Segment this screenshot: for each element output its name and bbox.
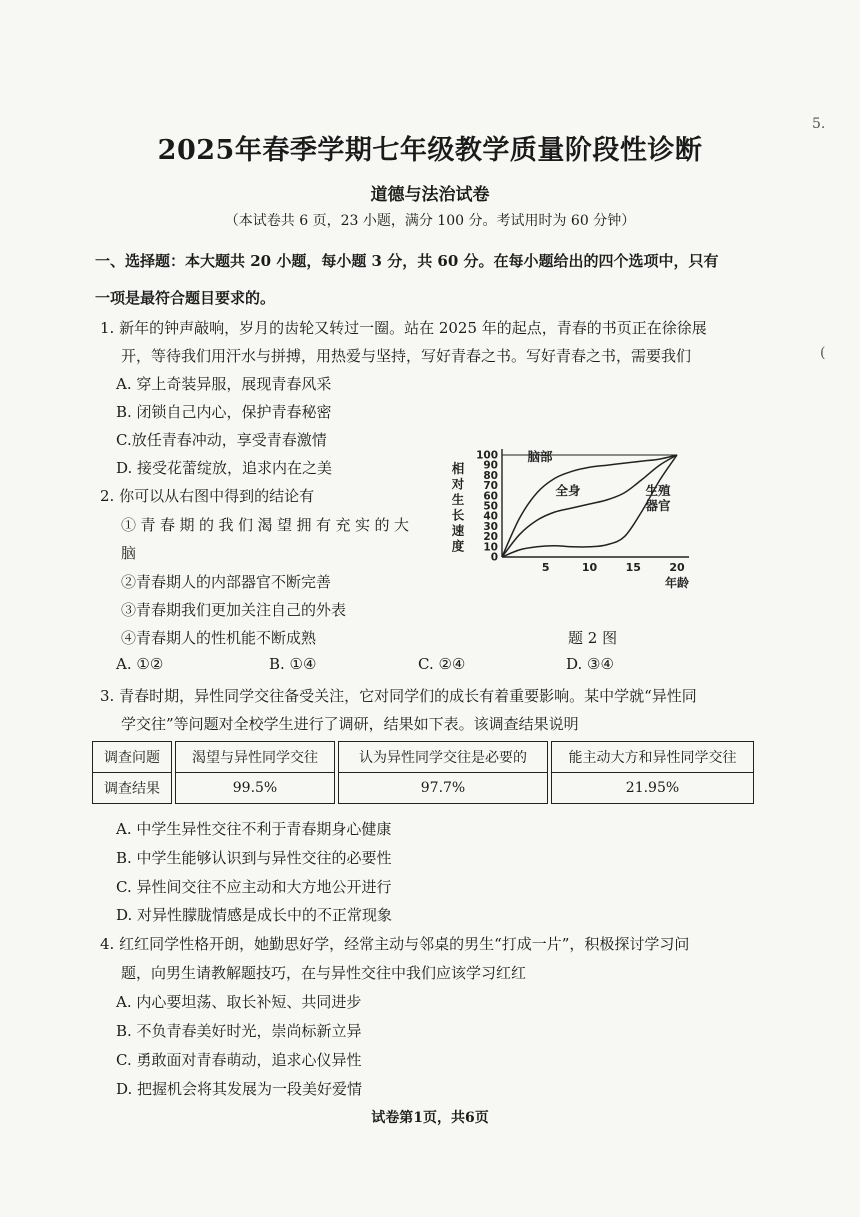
series-label: 脑部 [527, 449, 553, 464]
q2-option-a: A. ①② [116, 655, 164, 673]
q2-option-b: B. ①④ [269, 655, 317, 673]
q4-option-a: A. 内心要坦荡、取长补短、共同进步 [116, 993, 362, 1011]
growth-rate-chart [440, 445, 715, 595]
q2-option-d: D. ③④ [566, 655, 614, 673]
q2-option-c: C. ②④ [418, 655, 466, 673]
table-cell: 能主动大方和异性同学交往 [551, 741, 754, 773]
y-tick-label: 90 [483, 459, 498, 472]
series-label: 全身 [555, 483, 581, 498]
q3-option-c: C. 异性间交往不应主动和大方地公开进行 [116, 878, 392, 896]
page-footer: 试卷第1页，共6页 [371, 1110, 489, 1126]
q2-item-3: ③青春期我们更加关注自己的外表 [121, 601, 347, 619]
x-axis-label: 年龄 [664, 576, 690, 590]
y-tick-label: 10 [483, 541, 498, 554]
section-heading-line1: 一、选择题：本大题共 20 小题，每小题 3 分，共 60 分。在每小题给出的四个选项中，只有 [95, 252, 719, 270]
q2-item-2: ②青春期人的内部器官不断完善 [121, 573, 332, 591]
q3-option-b: B. 中学生能够认识到与异性交往的必要性 [116, 849, 392, 867]
exam-title: 2025年春季学期七年级教学质量阶段性诊断 [157, 135, 703, 166]
y-tick-label: 0 [490, 551, 498, 564]
table-cell: 97.7% [338, 773, 548, 804]
q3-stem-line1: 3. 青春时期，异性同学交往备受关注，它对同学们的成长有着重要影响。某中学就“异性同 [100, 687, 697, 705]
q2-stem: 2. 你可以从右图中得到的结论有 [100, 487, 315, 505]
exam-subtitle: 道德与法治试卷 [370, 185, 490, 205]
q4-stem-line1: 4. 红红同学性格开朗，她勤思好学，经常主动与邻桌的男生“打成一片”，积极探讨学习问 [100, 935, 690, 953]
table-cell: 调查问题 [92, 741, 172, 773]
y-tick-label: 30 [483, 520, 498, 533]
y-axis-label-char: 对 [451, 476, 465, 492]
y-tick-label: 50 [483, 500, 498, 513]
y-tick-label: 80 [483, 469, 498, 482]
q1-option-a: A. 穿上奇装异服，展现青春风采 [116, 375, 332, 393]
y-axis-label-char: 生 [451, 492, 465, 507]
table-cell: 21.95% [551, 773, 754, 804]
table-row [92, 773, 754, 804]
table-row [92, 741, 754, 773]
x-tick-label: 5 [541, 561, 550, 574]
table-cell: 99.5% [175, 773, 335, 804]
y-axis-label-char: 长 [451, 507, 465, 523]
x-tick-label: 10 [581, 561, 598, 574]
q3-stem-line2: 学交往”等问题对全校学生进行了调研，结果如下表。该调查结果说明 [121, 715, 579, 733]
q4-option-c: C. 勇敢面对青春萌动，追求心仪异性 [116, 1051, 362, 1069]
q4-option-b: B. 不负青春美好时光，崇尚标新立异 [116, 1022, 362, 1040]
y-axis-label-char: 速 [451, 523, 465, 538]
section-heading-line2: 一项是最符合题目要求的。 [95, 289, 276, 307]
x-tick-label: 15 [625, 561, 641, 574]
q1-option-c: C.放任青春冲动，享受青春激情 [116, 431, 327, 449]
corner-mark-top: 5. [812, 116, 826, 132]
q1-option-b: B. 闭锁自己内心，保护青春秘密 [116, 403, 332, 421]
survey-table [89, 741, 757, 804]
q4-option-d: D. 把握机会将其发展为一段美好爱情 [116, 1080, 363, 1098]
table-cell: 渴望与异性同学交往 [175, 741, 335, 773]
q3-option-a: A. 中学生异性交往不利于青春期身心健康 [116, 820, 392, 838]
q4-stem-line2: 题，向男生请教解题技巧，在与异性交往中我们应该学习红红 [121, 964, 527, 982]
exam-note: （本试卷共 6 页，23 小题，满分 100 分。考试用时为 60 分钟） [224, 213, 636, 229]
q2-item-1: ①青春期的我们渴望拥有充实的大 [121, 516, 414, 534]
y-axis-label-char: 相 [451, 461, 465, 476]
q2-item-1-cont: 脑 [121, 544, 137, 562]
y-tick-label: 20 [483, 531, 498, 544]
series-label: 器官 [645, 498, 671, 513]
table-cell: 认为异性同学交往是必要的 [338, 741, 548, 773]
table-cell: 调查结果 [92, 773, 172, 804]
y-tick-label: 100 [476, 449, 498, 462]
y-axis-label-char: 度 [451, 538, 465, 554]
q1-stem-line1: 1. 新年的钟声敲响，岁月的齿轮又转过一圈。站在 2025 年的起点，青春的书页正在徐徐展 [100, 319, 707, 337]
y-tick-label: 60 [483, 490, 498, 503]
x-tick-label: 20 [669, 561, 685, 574]
q1-stem-line2: 开，等待我们用汗水与拼搏，用热爱与坚持，写好青春之书。写好青春之书，需要我们 [121, 347, 692, 365]
q3-option-d: D. 对异性朦胧情感是成长中的不正常现象 [116, 906, 393, 924]
series-label: 生殖 [645, 483, 671, 498]
y-tick-label: 70 [483, 480, 498, 493]
q1-option-d: D. 接受花蕾绽放，追求内在之美 [116, 459, 333, 477]
y-tick-label: 40 [483, 510, 498, 523]
q2-item-4: ④青春期人的性机能不断成熟 [121, 629, 317, 647]
q2-figure-caption: 题 2 图 [568, 629, 618, 647]
corner-mark-side: ( [820, 345, 826, 361]
